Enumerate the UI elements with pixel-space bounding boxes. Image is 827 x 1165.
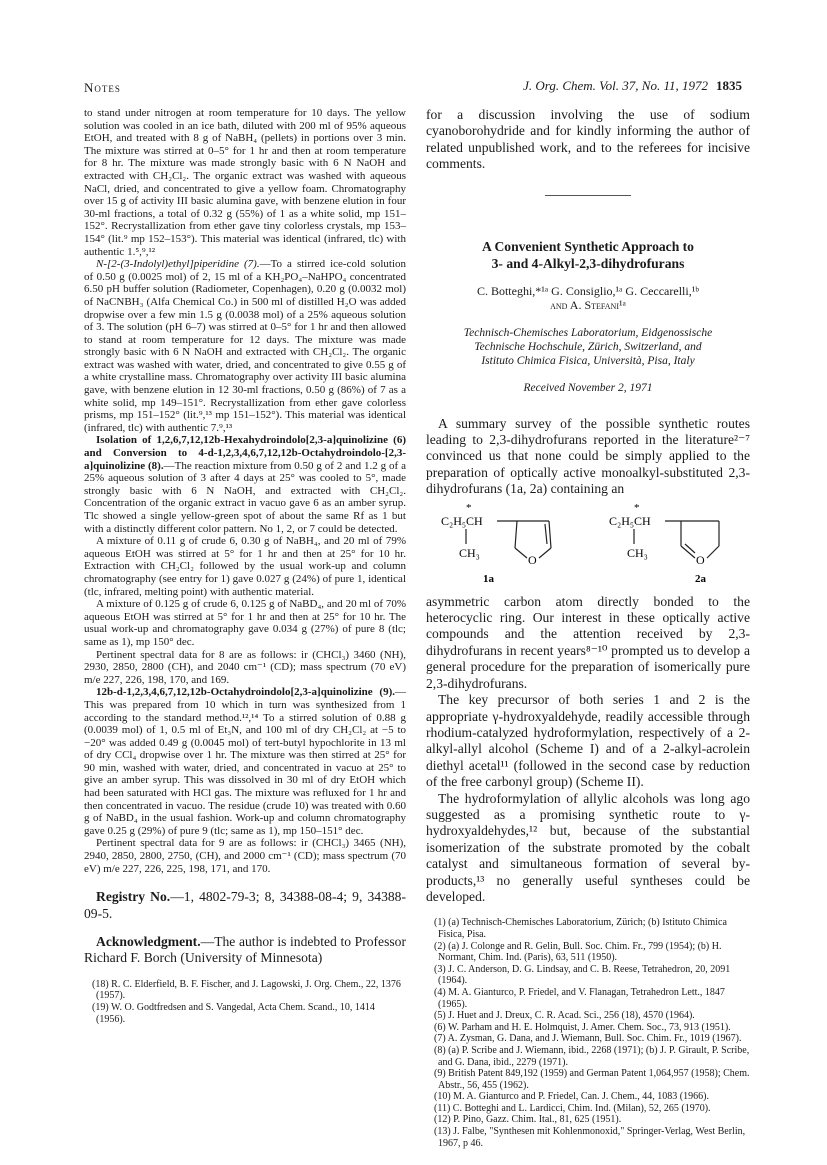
chiral-star: *	[466, 501, 472, 514]
author-line: C. Botteghi,*¹ᵃ G. Consiglio,¹ᵃ G. Ceccarelli,¹ᵇ	[476, 283, 700, 298]
acknowledgment-text: —The author is indebted to Professor Richard F. Borch (University of Minnesota)	[84, 934, 406, 966]
footnote: (7) A. Zysman, G. Dana, and J. Wiemann, Bull. Soc. Chim. Fr., 1019 (1967).	[434, 1033, 742, 1045]
structure-2a-drawing	[607, 502, 737, 588]
footnotes-right	[426, 917, 750, 1149]
affiliation	[426, 326, 750, 368]
bond	[549, 521, 551, 548]
registry-numbers	[84, 889, 406, 922]
ethyl-methine: C₂H₅CH	[609, 513, 651, 528]
title-line: A Convenient Synthetic Approach to	[482, 238, 694, 254]
paragraph: Pertinent spectral data for 8 are as follows: ir (CHCl₃) 3460 (NH), 2930, 2850, 2800 (CH), and 2040 cm⁻¹ (CD); mass spectrum (70 eV) m/e 227, 226, 198, 170, and 169.	[84, 648, 406, 686]
paragraph: A summary survey of the possible synthetic routes leading to 2,3-dihydrofurans reported in the literature²⁻⁷ convinced us that none could be simply applied to the preparation of optically active monoalkyl-substituted 2,3-dihydrofurans (1a, 2a) containing an	[426, 415, 750, 497]
paragraph	[84, 258, 406, 434]
page-number: 1835	[716, 78, 742, 93]
paragraph: to stand under nitrogen at room temperature for 10 days. The yellow solution was cooled in an ice bath, diluted with 200 ml of 95% aqueous EtOH, and treated with 8 g of NaBH₄ (pellets) in portions over 3 min. The mixture was stirred at 0–5° for 1 hr and then at room temperature for 8 hr. The mixture was made strongly basic with 6 N NaOH and extracted with CH₂Cl₂. The organic extract was washed with aqueous NaCl, dried, and concentrated to give a yellow foam. Chromatography over 15 g of activity III basic alumina gave, with benzene elution in four 30-ml fractions, a total of 0.32 g (55%) of 1 as a white solid, mp 151–152°. Recrystallization from ether gave tiny colorless crystals, mp 153–154° (lit.⁹ mp 152–153°). This material was identical (infrared, tlc) with authentic 1.⁵,⁹,¹²	[84, 107, 406, 258]
run-in-heading: N-[2-(3-Indolyl)ethyl]piperidine (7).	[96, 258, 260, 271]
article-title	[426, 238, 750, 272]
structure-1a-drawing	[439, 502, 569, 588]
double-bond	[685, 544, 695, 553]
received-date: Received November 2, 1971	[523, 381, 653, 394]
structure-2a	[607, 502, 737, 590]
running-head-right	[470, 78, 742, 94]
paragraph: asymmetric carbon atom directly bonded to the heterocyclic ring. Our interest in these optically active compounds and the attention received by 2,3-dihydrofurans in recent years⁸⁻¹⁰ prompted us to develop a general procedure for the preparation of isomerically pure 2,3-dihydrofurans.	[426, 593, 750, 691]
paragraph: A mixture of 0.11 g of crude 6, 0.30 g of NaBH₄, and 20 ml of 79% aqueous EtOH was stirred at 5° for 1 hr and then at 25° for 10 hr. Extraction with CH₂Cl₂ followed by the usual work-up and column chromatography (see entry for 1) gave 0.027 g (24%) of pure 1, identical (tlc, infrared, melting point) with authentic material.	[84, 535, 406, 598]
paragraph-text: —The reaction mixture from 0.50 g of 2 and 1.2 g of a 25% aqueous solution of 3 after 4 days at 25° was cooled to 5°, made strongly basic with 6 N NaOH, and extracted with CH₂Cl₂. Concentration of the organic extract in vacuo gave 6 as an amber syrup. Tlc showed a single yellow-green spot of about the same Rf as 1 but with a distinctly different color pattern. No 1, 2, or 7 could be detected.	[84, 459, 406, 535]
footnote: (18) R. C. Elderfield, B. F. Fischer, and J. Lagowski, J. Org. Chem., 22, 1376 (1957).	[92, 978, 401, 1002]
methyl: CH₃	[627, 545, 648, 560]
run-in-heading: Isolation of 1,2,6,7,12,12b-Hexahydroindolo[2,3-a]quinolizine (6) and Conversion to 4-d-1,2,3,4,6,7,12,12b-Octahydroindolo-[2,3-a]quinolizine (8).	[84, 434, 406, 472]
acknowledgment	[84, 934, 406, 967]
run-in-heading: 12b-d-1,2,3,4,6,7,12,12b-Octahydroindolo[2,3-a]quinolizine (9).	[96, 686, 395, 699]
running-head-left: Notes	[84, 80, 121, 95]
right-column	[426, 107, 750, 1149]
journal-citation: J. Org. Chem. Vol. 37, No. 11, 1972	[523, 78, 708, 93]
paragraph-text: —This was prepared from 10 which in turn was synthesized from 1 according to the standard method.¹²,¹⁴ To a stirred solution of 0.88 g (0.0039 mol) of 1, 0.5 ml of Et₃N, and 100 ml of dry CH₂Cl₂ at −5 to −20° was added 0.49 g (0.0045 mol) of tert-butyl hypochlorite in 13 ml of dry CCl₄ dropwise over 1 hr. The mixture was then stirred at 25° for 90 min, washed with water, dried, and concentrated in vacuo at 25° to give an amber syrup. This was dissolved in 30 ml of dry EtOH which had been saturated with HCl gas. The mixture was refluxed for 1 hr and then concentrated in vacuo. The residue (crude 10) was treated with 0.60 g of NaBD₄ in the usual fashion. Work-up and column chromatography gave 0.25 g (29%) of pure 9 (tlc; same as 1), mp 150–151° dec.	[84, 686, 406, 837]
section-divider	[545, 195, 631, 196]
compound-label: 1a	[483, 572, 494, 585]
title-line: 3- and 4-Alkyl-2,3-dihydrofurans	[491, 255, 685, 271]
authors	[426, 284, 750, 312]
ring-oxygen: O	[696, 552, 705, 567]
footnote: (4) M. A. Gianturco, P. Friedel, and V. Flanagan, Tetrahedron Lett., 1847 (1965).	[434, 986, 725, 1010]
bond	[707, 546, 719, 558]
left-column	[84, 107, 406, 1025]
paragraph	[84, 434, 406, 535]
footnotes-left	[84, 979, 406, 1025]
affiliation-line: Istituto Chimica Fisica, Università, Pisa, Italy	[481, 354, 695, 367]
bond	[681, 546, 695, 558]
paragraph: A mixture of 0.125 g of crude 6, 0.125 g of NaBD₄, and 20 ml of 70% aqueous EtOH was stirred at 5° for 1 hr and then at 25° for 10 hr. The usual work-up and chromatography gave 0.034 g (27%) of pure 8 (tlc; same as 1), mp 150° dec.	[84, 598, 406, 648]
paragraph	[84, 686, 406, 837]
footnote: (10) M. A. Gianturco and P. Friedel, Can. J. Chem., 44, 1083 (1966).	[434, 1091, 709, 1103]
chiral-star: *	[634, 501, 640, 514]
paragraph: The hydroformylation of allylic alcohols was long ago suggested as a promising synthetic route to γ-hydroxyaldehydes,¹² but, because of the substantial isomerization of the substrate promoted by the cobalt catalyst and simultaneous formation of several by-products,¹³ no generally useful syntheses could be developed.	[426, 790, 750, 904]
footnote: (1) (a) Technisch-Chemisches Laboratorium, Zürich; (b) Istituto Chimica Fisica, Pisa.	[434, 917, 727, 940]
structure-1a	[439, 502, 569, 590]
footnote: (11) C. Botteghi and L. Lardicci, Chim. Ind. (Milan), 52, 265 (1970).	[434, 1102, 711, 1114]
registry-heading: Registry No.	[96, 889, 171, 905]
methyl: CH₃	[459, 545, 480, 560]
footnote: (12) P. Pino, Gazz. Chim. Ital., 81, 625 (1951).	[434, 1114, 622, 1126]
acknowledgment-heading: Acknowledgment.	[96, 934, 201, 950]
footnote: (5) J. Huet and J. Dreux, C. R. Acad. Sci., 256 (18), 4570 (1964).	[434, 1010, 695, 1022]
double-bond	[545, 524, 547, 544]
ethyl-methine: C₂H₅CH	[441, 513, 483, 528]
footnote: (13) J. Falbe, "Synthesen mit Kohlenmonoxid," Springer-Verlag, West Berlin, 1967, p 46.	[434, 1126, 746, 1149]
footnote: (19) W. O. Godtfredsen and S. Vangedal, Acta Chem. Scand., 10, 1414 (1956).	[92, 1002, 375, 1025]
ring-oxygen: O	[528, 552, 537, 567]
footnote: (2) (a) J. Colonge and R. Gelin, Bull. Soc. Chim. Fr., 799 (1954); (b) H. Normant, Chim. Ind. (Paris), 63, 511 (1950).	[434, 940, 722, 964]
footnote: (3) J. C. Anderson, D. G. Lindsay, and C. B. Reese, Tetrahedron, 20, 2091 (1964).	[434, 963, 731, 987]
paragraph: for a discussion involving the use of sodium cyanoborohydride and for kindly informing the author of related unpublished work, and to the referees for incisive comments.	[426, 107, 750, 172]
author-line: and A. Stefani¹ᵃ	[550, 297, 626, 312]
structures	[426, 502, 750, 590]
compound-label: 2a	[695, 572, 706, 585]
paragraph: The key precursor of both series 1 and 2 is the appropriate γ-hydroxyaldehyde, readily accessible through rhodium-catalyzed hydroformylation, respectively of a 2-alkyl-allyl alcohol (Scheme I) and of a 2-alkyl-acrolein diethyl acetal¹¹ (followed in the second case by reduction of the free carbonyl group) (Scheme II).	[426, 692, 750, 790]
bond	[515, 548, 527, 558]
registry-text: —1, 4802-79-3; 8, 34388-08-4; 9, 34388-09-5.	[84, 889, 406, 921]
footnote: (9) British Patent 849,192 (1959) and German Patent 1,064,957 (1958); Chem. Abstr., 56, 455 (1962).	[434, 1068, 750, 1091]
bond	[515, 521, 517, 548]
footnote: (6) W. Parham and H. E. Holmquist, J. Amer. Chem. Soc., 73, 913 (1951).	[434, 1021, 731, 1033]
footnote: (8) (a) P. Scribe and J. Wiemann, ibid., 2268 (1971); (b) J. P. Girault, P. Scribe, and G. Dana, ibid., 2279 (1971).	[434, 1044, 750, 1068]
paragraph-text: —To a stirred ice-cold solution of 0.50 g (0.0025 mol) of 2, 15 ml of a KH₂PO₄–NaHPO₄ concentrated 6.50 pH buffer solution (Radiometer, Copenhagen), 0.20 g (0.0032 mol) of NaCNBH₃ (Alfa Chemical Co.) in 500 ml of distilled H₂O was added dropwise over a few min 1.5 g (0.0038 mol) of a 25% aqueous solution of 3. The solution (pH 6–7) was stirred at 0–5° for 1 hr and then allowed to stand at room temperature for 12 days. The mixture was made strongly basic with 6 N NaOH and extracted with CH₂Cl₂. The organic extract was washed with water, dried, and concentrated to give 0.55 g of a white crystalline mass. Chromatography over activity III basic alumina gave, with benzene elution in 12 30-ml fractions, 0.50 g (86%) of 7 as a white solid, mp 149–151°. Recrystallization from ether gave colorless prisms, mp 151–152° (lit.⁹,¹³ mp 151–152°). This material was identical (infrared, tlc) with authentic 7.⁹,¹³	[84, 258, 406, 434]
affiliation-line: Technische Hochschule, Zürich, Switzerland, and	[474, 340, 702, 353]
bond	[539, 548, 551, 558]
paragraph: Pertinent spectral data for 9 are as follows: ir (CHCl₃) 3465 (NH), 2940, 2850, 2800, 2750, (CH), and 2000 cm⁻¹ (CD); mass spectrum (70 eV) m/e 227, 226, 225, 198, 171, and 170.	[84, 837, 406, 875]
affiliation-line: Technisch-Chemisches Laboratorium, Eidgenossische	[463, 326, 713, 339]
